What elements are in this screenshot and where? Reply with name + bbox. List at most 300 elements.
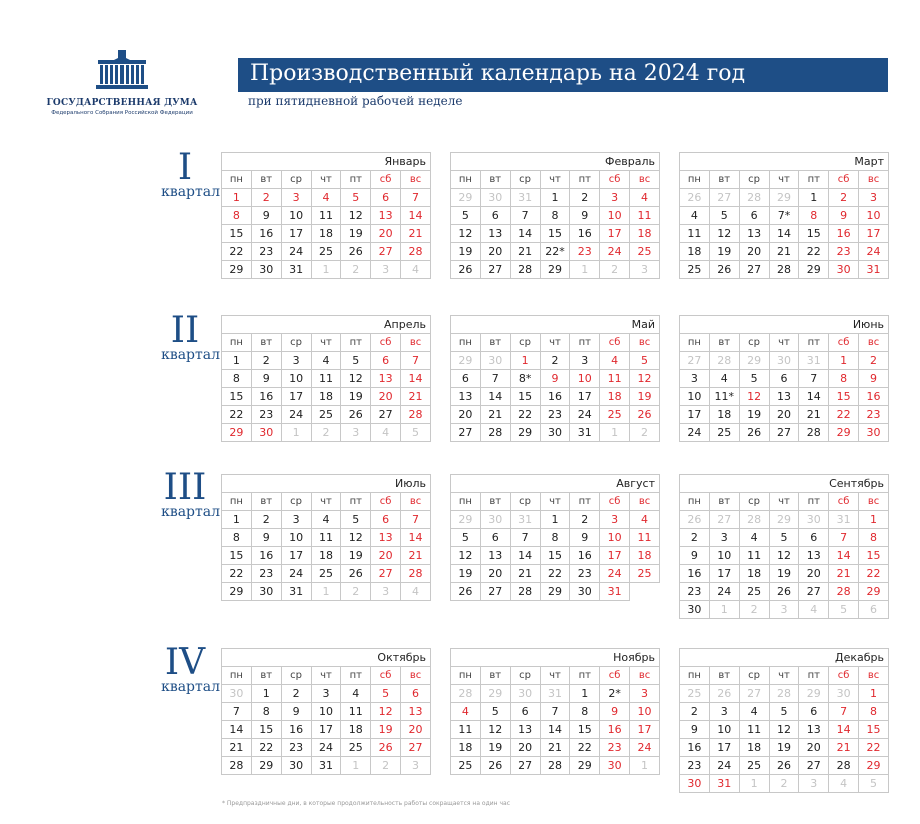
day-cell: 1 [570, 685, 600, 703]
week-row [222, 370, 431, 388]
day-cell: 31 [829, 511, 859, 529]
day-cell: 7 [829, 703, 859, 721]
day-cell: 5 [769, 529, 799, 547]
weekday-label: ср [510, 334, 540, 352]
day-cell: 1 [311, 261, 341, 279]
day-cell: 17 [630, 721, 660, 739]
day-cell: 7 [401, 511, 431, 529]
day-cell: 6 [480, 207, 510, 225]
day-cell: 1 [739, 775, 769, 793]
day-cell: 20 [799, 739, 829, 757]
day-cell: 4 [600, 352, 630, 370]
day-cell: 9 [251, 370, 281, 388]
day-cell: 9 [680, 547, 710, 565]
week-row [680, 721, 889, 739]
day-cell: 2 [630, 424, 660, 442]
day-cell: 1 [311, 583, 341, 601]
day-cell: 13 [769, 388, 799, 406]
day-cell: 26 [769, 583, 799, 601]
day-cell: 2 [371, 757, 401, 775]
day-cell: 20 [371, 547, 401, 565]
week-row [451, 388, 660, 406]
day-cell: 23 [540, 406, 570, 424]
day-cell: 29 [859, 583, 889, 601]
day-cell: 29 [451, 352, 481, 370]
weekday-label: сб [371, 667, 401, 685]
weekday-label: пн [222, 171, 252, 189]
day-cell: 20 [480, 243, 510, 261]
day-cell: 13 [799, 547, 829, 565]
day-cell: 6 [371, 352, 401, 370]
day-cell: 30 [540, 424, 570, 442]
week-row [680, 243, 889, 261]
day-cell: 30 [859, 424, 889, 442]
day-cell: 23 [251, 565, 281, 583]
quarter-3-label: квартал [161, 504, 220, 520]
weekday-label: пн [451, 493, 481, 511]
weekday-label: ср [739, 667, 769, 685]
day-cell: 26 [630, 406, 660, 424]
day-cell: 26 [739, 424, 769, 442]
day-cell: 4 [739, 529, 769, 547]
day-cell: 31 [510, 189, 540, 207]
day-cell: 22 [859, 739, 889, 757]
week-row [222, 406, 431, 424]
weekday-label: чт [769, 493, 799, 511]
day-cell: 17 [709, 739, 739, 757]
weekday-label: сб [829, 493, 859, 511]
day-cell: 5 [451, 529, 481, 547]
day-cell: 28 [510, 583, 540, 601]
day-cell: 12 [341, 370, 371, 388]
day-cell: 3 [371, 261, 401, 279]
day-cell: 21 [769, 243, 799, 261]
week-row [451, 703, 660, 721]
weekday-label: вт [480, 667, 510, 685]
day-cell: 5 [829, 601, 859, 619]
day-cell: 21 [510, 565, 540, 583]
day-cell: 15 [829, 388, 859, 406]
day-cell: 17 [570, 388, 600, 406]
day-cell: 9 [680, 721, 710, 739]
day-cell: 25 [311, 406, 341, 424]
day-cell: 2 [859, 352, 889, 370]
weekday-label: пт [799, 171, 829, 189]
day-cell: 19 [341, 388, 371, 406]
day-cell: 14 [401, 207, 431, 225]
day-cell: 12 [371, 703, 401, 721]
weekday-label: пн [680, 493, 710, 511]
month-name: Октябрь [222, 649, 431, 667]
weekday-row [222, 493, 431, 511]
week-row [680, 189, 889, 207]
day-cell: 6 [451, 370, 481, 388]
weekday-label: вс [630, 334, 660, 352]
day-cell: 17 [709, 565, 739, 583]
weekday-label: сб [600, 493, 630, 511]
weekday-label: пн [680, 667, 710, 685]
day-cell: 24 [311, 739, 341, 757]
week-row [680, 565, 889, 583]
weekday-label: пт [341, 334, 371, 352]
week-row [222, 388, 431, 406]
day-cell: 18 [680, 243, 710, 261]
weekday-row [451, 334, 660, 352]
weekday-label: вт [251, 334, 281, 352]
day-cell: 12 [341, 529, 371, 547]
day-cell: 21 [401, 547, 431, 565]
day-cell: 13 [739, 225, 769, 243]
weekday-label: вт [251, 171, 281, 189]
day-cell: 27 [510, 757, 540, 775]
day-cell: 8 [799, 207, 829, 225]
weekday-label: вс [630, 493, 660, 511]
week-row [222, 565, 431, 583]
weekday-label: ср [281, 667, 311, 685]
week-row [451, 225, 660, 243]
day-cell: 26 [341, 243, 371, 261]
day-cell: 30 [251, 583, 281, 601]
day-cell: 11 [630, 529, 660, 547]
day-cell: 10 [709, 547, 739, 565]
day-cell: 27 [739, 685, 769, 703]
day-cell: 16 [570, 547, 600, 565]
month-header-row [222, 475, 431, 493]
day-cell: 1 [222, 511, 252, 529]
day-cell: 21 [222, 739, 252, 757]
weekday-label: чт [769, 171, 799, 189]
month-header-row [451, 475, 660, 493]
month-table [679, 474, 889, 619]
day-cell: 26 [480, 757, 510, 775]
day-cell: 17 [281, 388, 311, 406]
day-cell: 29 [739, 352, 769, 370]
week-row [451, 529, 660, 547]
day-cell: 25 [311, 565, 341, 583]
day-cell: 9 [829, 207, 859, 225]
day-cell: 18 [311, 547, 341, 565]
day-cell: 27 [709, 511, 739, 529]
day-cell: 27 [371, 565, 401, 583]
day-cell: 7 [799, 370, 829, 388]
day-cell: 26 [680, 511, 710, 529]
weekday-label: вс [401, 171, 431, 189]
day-cell: 2 [251, 352, 281, 370]
day-cell: 18 [630, 547, 660, 565]
weekday-label: вт [480, 493, 510, 511]
day-cell: 3 [281, 189, 311, 207]
quarter-4-numeral: IV [164, 642, 206, 683]
weekday-label: вс [859, 171, 889, 189]
day-cell: 15 [222, 547, 252, 565]
day-cell: 18 [341, 721, 371, 739]
day-cell: 12 [739, 388, 769, 406]
month-header-row [222, 153, 431, 171]
day-cell: 31 [570, 424, 600, 442]
day-cell: 4 [829, 775, 859, 793]
weekday-label: вт [709, 493, 739, 511]
day-cell: 17 [281, 225, 311, 243]
day-cell: 19 [739, 406, 769, 424]
day-cell: 1 [859, 511, 889, 529]
day-cell: 24 [859, 243, 889, 261]
month-name: Ноябрь [451, 649, 660, 667]
day-cell: 12 [341, 207, 371, 225]
day-cell: 13 [371, 370, 401, 388]
weekday-label: ср [510, 493, 540, 511]
day-cell: 28 [769, 685, 799, 703]
empty-cell [630, 583, 660, 601]
day-cell: 18 [630, 225, 660, 243]
day-cell: 8 [829, 370, 859, 388]
week-row [680, 757, 889, 775]
day-cell: 30 [799, 511, 829, 529]
day-cell: 15 [859, 547, 889, 565]
weekday-label: чт [311, 493, 341, 511]
weekday-row [451, 171, 660, 189]
day-cell: 31 [799, 352, 829, 370]
weekday-label: ср [739, 334, 769, 352]
day-cell: 13 [371, 529, 401, 547]
week-row [451, 261, 660, 279]
day-cell: 5 [480, 703, 510, 721]
day-cell: 25 [680, 685, 710, 703]
weekday-label: вт [709, 667, 739, 685]
day-cell: 28 [401, 565, 431, 583]
weekday-label: пт [799, 493, 829, 511]
day-cell: 11 [739, 721, 769, 739]
day-cell: 8 [570, 703, 600, 721]
weekday-label: чт [769, 667, 799, 685]
week-row [222, 511, 431, 529]
day-cell: 30 [769, 352, 799, 370]
weekday-label: ср [510, 171, 540, 189]
day-cell: 5 [341, 352, 371, 370]
day-cell: 1 [799, 189, 829, 207]
day-cell: 2 [311, 424, 341, 442]
day-cell: 30 [281, 757, 311, 775]
week-row [680, 583, 889, 601]
day-cell: 4 [739, 703, 769, 721]
weekday-label: пн [222, 334, 252, 352]
weekday-row [680, 493, 889, 511]
week-row [680, 601, 889, 619]
day-cell: 6 [480, 529, 510, 547]
weekday-label: вт [480, 334, 510, 352]
day-cell: 9 [859, 370, 889, 388]
day-cell: 16 [251, 388, 281, 406]
weekday-label: чт [540, 171, 570, 189]
day-cell: 27 [680, 352, 710, 370]
week-row [680, 511, 889, 529]
week-row [222, 547, 431, 565]
day-cell: 14 [401, 370, 431, 388]
weekday-label: ср [510, 667, 540, 685]
weekday-label: пн [680, 334, 710, 352]
day-cell: 7 [540, 703, 570, 721]
day-cell: 7 [480, 370, 510, 388]
day-cell: 10 [709, 721, 739, 739]
month-name: Декабрь [680, 649, 889, 667]
day-cell: 2 [570, 189, 600, 207]
day-cell: 22 [222, 565, 252, 583]
day-cell: 19 [341, 547, 371, 565]
week-row [451, 721, 660, 739]
day-cell: 20 [401, 721, 431, 739]
day-cell: 21 [510, 243, 540, 261]
day-cell: 21 [829, 739, 859, 757]
month-header-row [451, 649, 660, 667]
weekday-label: сб [600, 334, 630, 352]
day-cell: 22 [570, 739, 600, 757]
week-row [222, 225, 431, 243]
day-cell: 28 [540, 757, 570, 775]
day-cell: 10 [281, 370, 311, 388]
month-name: Май [451, 316, 660, 334]
day-cell: 26 [709, 261, 739, 279]
day-cell: 11 [311, 207, 341, 225]
day-cell: 12 [709, 225, 739, 243]
day-cell: 26 [769, 757, 799, 775]
day-cell: 8 [540, 529, 570, 547]
day-cell: 19 [630, 388, 660, 406]
day-cell: 28 [739, 189, 769, 207]
weekday-row [222, 171, 431, 189]
day-cell: 31 [311, 757, 341, 775]
day-cell: 13 [401, 703, 431, 721]
day-cell: 21 [540, 739, 570, 757]
month-header-row [451, 316, 660, 334]
day-cell: 6 [401, 685, 431, 703]
day-cell: 15 [222, 388, 252, 406]
day-cell: 3 [709, 703, 739, 721]
week-row [222, 685, 431, 703]
day-cell: 28 [480, 424, 510, 442]
day-cell: 24 [680, 424, 710, 442]
day-cell: 6 [371, 189, 401, 207]
weekday-label: чт [311, 667, 341, 685]
day-cell: 19 [451, 243, 481, 261]
day-cell: 14 [799, 388, 829, 406]
day-cell: 2 [680, 529, 710, 547]
day-cell: 30 [480, 511, 510, 529]
day-cell: 9 [600, 703, 630, 721]
day-cell: 19 [769, 739, 799, 757]
day-cell: 15 [570, 721, 600, 739]
day-cell: 16 [680, 739, 710, 757]
week-row [451, 207, 660, 225]
duma-logo [32, 50, 212, 116]
day-cell: 20 [371, 225, 401, 243]
day-cell: 3 [311, 685, 341, 703]
day-cell: 2 [680, 703, 710, 721]
day-cell: 24 [630, 739, 660, 757]
day-cell: 5 [401, 424, 431, 442]
weekday-label: чт [311, 171, 341, 189]
day-cell: 9 [570, 207, 600, 225]
day-cell: 28 [222, 757, 252, 775]
day-cell: 2 [739, 601, 769, 619]
day-cell: 29 [829, 424, 859, 442]
day-cell: 1 [570, 261, 600, 279]
weekday-label: чт [540, 667, 570, 685]
day-cell: 28 [829, 757, 859, 775]
day-cell: 7 [510, 207, 540, 225]
day-cell: 7 [829, 529, 859, 547]
day-cell: 17 [281, 547, 311, 565]
day-cell: 6 [799, 529, 829, 547]
day-cell: 10 [570, 370, 600, 388]
day-cell: 28 [709, 352, 739, 370]
day-cell: 5 [709, 207, 739, 225]
day-cell: 4 [680, 207, 710, 225]
month-name: Март [680, 153, 889, 171]
day-cell: 26 [451, 583, 481, 601]
day-cell: 18 [600, 388, 630, 406]
weekday-row [680, 171, 889, 189]
weekday-row [680, 334, 889, 352]
day-cell: 15 [222, 225, 252, 243]
week-row [680, 207, 889, 225]
week-row [222, 721, 431, 739]
day-cell: 1 [630, 757, 660, 775]
day-cell: 17 [859, 225, 889, 243]
day-cell: 23 [251, 243, 281, 261]
day-cell: 14 [222, 721, 252, 739]
day-cell: 31 [281, 583, 311, 601]
weekday-label: чт [540, 493, 570, 511]
day-cell: 12 [769, 547, 799, 565]
day-cell: 24 [281, 565, 311, 583]
day-cell: 11 [680, 225, 710, 243]
day-cell: 12 [630, 370, 660, 388]
day-cell: 1 [600, 424, 630, 442]
day-cell: 6 [769, 370, 799, 388]
day-cell: 22 [510, 406, 540, 424]
weekday-label: вс [401, 334, 431, 352]
day-cell: 16 [570, 225, 600, 243]
day-cell: 26 [371, 739, 401, 757]
day-cell: 13 [799, 721, 829, 739]
day-cell: 4 [709, 370, 739, 388]
day-cell: 18 [739, 739, 769, 757]
week-row [680, 739, 889, 757]
day-cell: 19 [451, 565, 481, 583]
day-cell: 11 [451, 721, 481, 739]
day-cell: 23 [680, 583, 710, 601]
weekday-row [451, 667, 660, 685]
day-cell: 11* [709, 388, 739, 406]
day-cell: 5 [630, 352, 660, 370]
day-cell: 14 [769, 225, 799, 243]
weekday-label: сб [600, 667, 630, 685]
day-cell: 10 [311, 703, 341, 721]
day-cell: 21 [480, 406, 510, 424]
title-bar [238, 58, 888, 92]
weekday-label: пн [451, 334, 481, 352]
day-cell: 18 [709, 406, 739, 424]
day-cell: 30 [480, 189, 510, 207]
day-cell: 2* [600, 685, 630, 703]
week-row [451, 583, 660, 601]
day-cell: 10 [281, 207, 311, 225]
day-cell: 19 [480, 739, 510, 757]
day-cell: 23 [281, 739, 311, 757]
weekday-label: ср [281, 493, 311, 511]
day-cell: 2 [600, 261, 630, 279]
month-table [450, 152, 660, 279]
month-table [221, 474, 431, 601]
